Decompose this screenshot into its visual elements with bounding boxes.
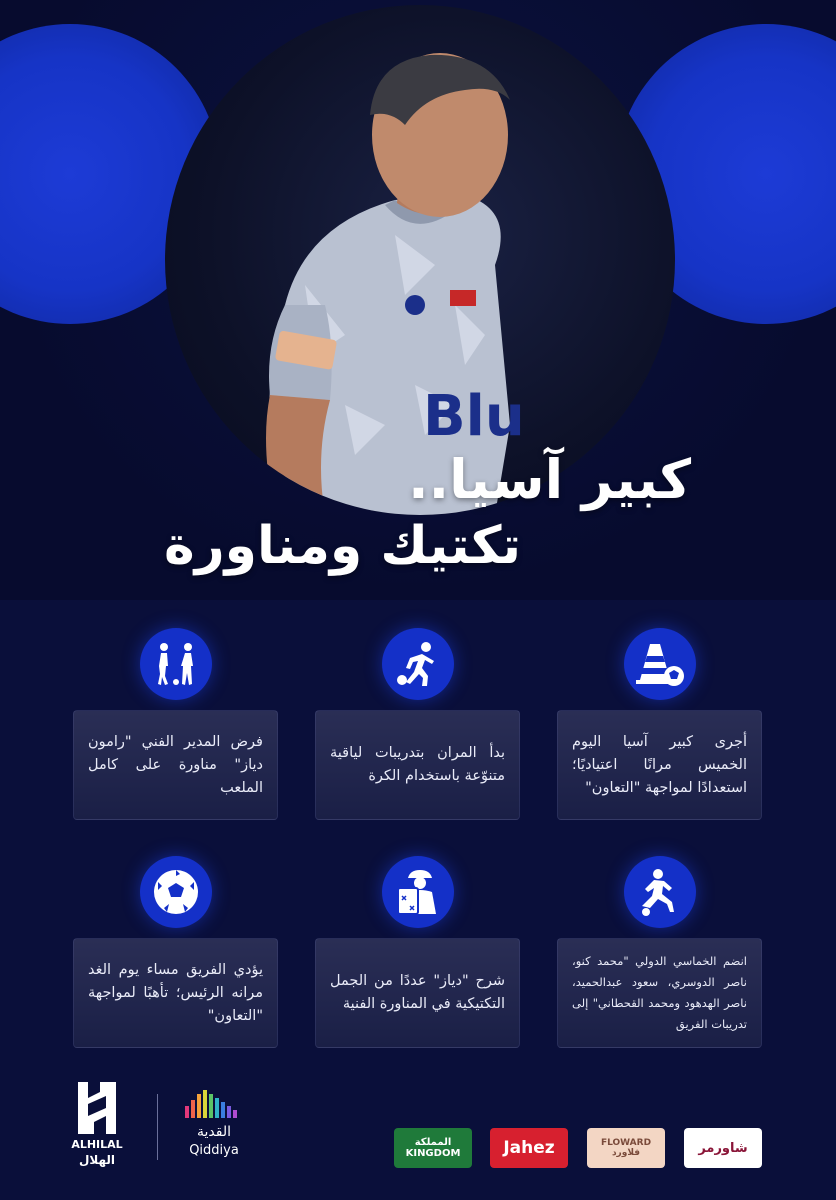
info-card-6-text: يؤدي الفريق مساء يوم الغد مرانه الرئيس؛ تأهبًا لمواجهة "التعاون" [88, 961, 263, 1024]
info-card-6 [73, 938, 278, 1048]
qiddiya-ar-label: القدية [197, 1124, 231, 1140]
info-card-3-text: فرض المدير الفني "رامون دياز" مناورة على كامل الملعب [88, 733, 263, 796]
coach-clipboard-icon [382, 856, 454, 928]
shawarmer-label: شاورمر [698, 1140, 748, 1156]
footer-divider [157, 1094, 158, 1160]
svg-text:Blu: Blu [423, 384, 525, 449]
floward-logo [587, 1128, 665, 1168]
qiddiya-logo [183, 1088, 245, 1124]
info-card-4 [557, 938, 762, 1048]
alhilal-logo [74, 1078, 120, 1142]
jahez-label: Jahez [503, 1138, 555, 1158]
info-card-1-text: أجرى كبير آسيا اليوم الخميس مرانًا اعتياديًا؛ استعدادًا لمواجهة "التعاون" [572, 733, 747, 796]
walking-players-icon [140, 628, 212, 700]
headline-line-2: تكتيك ومناورة [164, 516, 521, 576]
coach-photo [165, 5, 675, 515]
kingdom-logo [394, 1128, 472, 1168]
football-icon [140, 856, 212, 928]
floward-label: FLOWARD فلاورد [600, 1138, 652, 1158]
player-dribbling-icon [624, 856, 696, 928]
info-card-5 [315, 938, 520, 1048]
info-card-3 [73, 710, 278, 820]
shawarmer-logo [684, 1128, 762, 1168]
cone-ball-icon [624, 628, 696, 700]
qiddiya-en-label: Qiddiya [189, 1143, 239, 1158]
info-card-4-text: انضم الخماسي الدولي "محمد كنو، ناصر الدوسري، سعود عبدالحميد، ناصر الهدهود ومحمد القحطاني" إلى تدريبات الفريق [572, 954, 747, 1031]
jahez-logo [490, 1128, 568, 1168]
kingdom-label: المملكة KINGDOM [405, 1137, 461, 1159]
alhilal-en-label: ALHILAL [71, 1138, 123, 1151]
info-card-2-text: بدأ المران بتدريبات لياقية متنوّعة باستخدام الكرة [330, 745, 505, 784]
info-card-1 [557, 710, 762, 820]
alhilal-ar-label: الهلال [78, 1153, 116, 1167]
kicking-player-icon [382, 628, 454, 700]
headline-line-1: كبير آسيا.. [408, 448, 691, 511]
info-card-5-text: شرح "دياز" عددًا من الجمل التكتيكية في المناورة الفنية [330, 973, 505, 1012]
info-card-2 [315, 710, 520, 820]
